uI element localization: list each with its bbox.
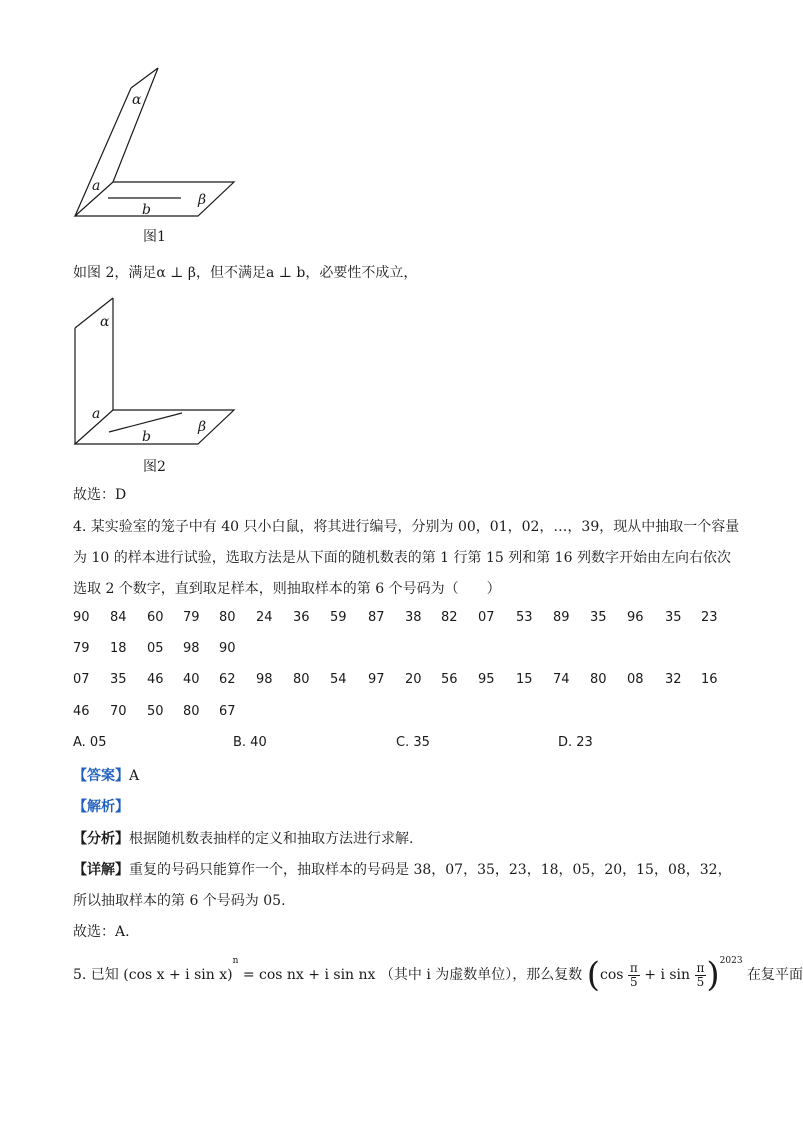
q5-exp-n: n bbox=[232, 956, 239, 967]
table-cell: 54 bbox=[330, 672, 347, 687]
table-cell: 50 bbox=[147, 704, 164, 719]
table-cell: 35 bbox=[665, 610, 682, 625]
table-cell: 60 bbox=[147, 610, 164, 625]
table-cell: 80 bbox=[293, 672, 310, 687]
table-cell: 90 bbox=[219, 641, 236, 656]
table-cell: 08 bbox=[627, 672, 644, 687]
table-cell: 23 bbox=[701, 610, 718, 625]
b-label: b bbox=[142, 429, 151, 445]
q5-line bbox=[73, 955, 803, 995]
right-paren: ) bbox=[706, 955, 720, 995]
random-table-row-4 bbox=[73, 704, 733, 724]
detail-label: 【详解】 bbox=[73, 862, 129, 878]
figure-2-diagram bbox=[68, 296, 243, 450]
table-cell: 96 bbox=[627, 610, 644, 625]
answer-label: 【答案】 bbox=[73, 768, 129, 784]
q5-formula-right: = cos nx + i sin nx bbox=[242, 967, 376, 983]
isin-label: + i sin bbox=[644, 967, 691, 983]
table-cell: 98 bbox=[183, 641, 200, 656]
analysis-label: 【解析】 bbox=[73, 799, 129, 815]
answer-line bbox=[73, 765, 139, 785]
q5-prefix: 5. 已知 bbox=[73, 967, 119, 983]
option-a: A. 05 bbox=[73, 735, 107, 750]
table-cell: 84 bbox=[110, 610, 127, 625]
beta-label: β bbox=[198, 419, 207, 435]
random-table-row-1 bbox=[73, 610, 733, 630]
q5-exp-2023: 2023 bbox=[719, 956, 743, 967]
detail-line bbox=[73, 859, 732, 879]
beta-label: β bbox=[198, 192, 207, 208]
figure-2-caption: 图2 bbox=[143, 459, 166, 475]
figure-2 bbox=[68, 296, 243, 450]
table-cell: 80 bbox=[590, 672, 607, 687]
answer-value: A bbox=[129, 768, 140, 784]
table-cell: 89 bbox=[553, 610, 570, 625]
cos-label: cos bbox=[600, 967, 624, 983]
option-b: B. 40 bbox=[233, 735, 267, 750]
q4-line-1: 4. 某实验室的笼子中有 40 只小白鼠，将其进行编号，分别为 00，01，02，…，39，现从中抽取一个容量 bbox=[73, 519, 740, 535]
final-answer: 故选：A. bbox=[73, 924, 130, 940]
q5-suffix: 在复平面 bbox=[747, 967, 803, 983]
table-cell: 35 bbox=[590, 610, 607, 625]
random-table-row-2 bbox=[73, 641, 733, 661]
table-cell: 36 bbox=[293, 610, 310, 625]
fraction-pi-5-a: $\frac{\pi}{5}$ bbox=[629, 960, 638, 989]
option-c: C. 35 bbox=[396, 735, 430, 750]
table-cell: 07 bbox=[478, 610, 495, 625]
random-table-row-3 bbox=[73, 672, 733, 692]
table-cell: 05 bbox=[147, 641, 164, 656]
table-cell: 20 bbox=[405, 672, 422, 687]
table-cell: 35 bbox=[110, 672, 127, 687]
fenxi-line bbox=[73, 828, 413, 848]
table-cell: 46 bbox=[147, 672, 164, 687]
table-cell: 95 bbox=[478, 672, 495, 687]
table-cell: 07 bbox=[73, 672, 90, 687]
figure-1-caption: 图1 bbox=[143, 229, 166, 245]
table-cell: 80 bbox=[219, 610, 236, 625]
fenxi-label: 【分析】 bbox=[73, 831, 129, 847]
table-cell: 24 bbox=[256, 610, 273, 625]
alpha-label: α bbox=[100, 314, 110, 330]
table-cell: 80 bbox=[183, 704, 200, 719]
table-cell: 67 bbox=[219, 704, 236, 719]
fenxi-text: 根据随机数表抽样的定义和抽取方法进行求解. bbox=[129, 831, 414, 847]
table-cell: 97 bbox=[368, 672, 385, 687]
q5-formula-left: (cos x + i sin x) bbox=[123, 967, 233, 983]
table-cell: 40 bbox=[183, 672, 200, 687]
option-d: D. 23 bbox=[558, 735, 593, 750]
table-cell: 32 bbox=[665, 672, 682, 687]
table-cell: 87 bbox=[368, 610, 385, 625]
table-cell: 18 bbox=[110, 641, 127, 656]
figure-1 bbox=[68, 62, 243, 220]
analysis-line bbox=[73, 796, 129, 816]
answer-q3: 故选：D bbox=[73, 487, 127, 503]
table-cell: 56 bbox=[441, 672, 458, 687]
fraction-pi-5-b: $\frac{\pi}{5}$ bbox=[696, 960, 705, 989]
table-cell: 38 bbox=[405, 610, 422, 625]
table-cell: 79 bbox=[183, 610, 200, 625]
table-cell: 62 bbox=[219, 672, 236, 687]
a-label: a bbox=[92, 406, 101, 422]
table-cell: 15 bbox=[516, 672, 533, 687]
q5-note: （其中 i 为虚数单位），那么复数 bbox=[379, 967, 583, 983]
table-cell: 53 bbox=[516, 610, 533, 625]
q4-line-2: 为 10 的样本进行试验，选取方法是从下面的随机数表的第 1 行第 15 列和第 16 列数字开始由左向右依次 bbox=[73, 550, 731, 566]
table-cell: 59 bbox=[330, 610, 347, 625]
table-cell: 46 bbox=[73, 704, 90, 719]
detail-text: 重复的号码只能算作一个，抽取样本的号码是 38，07，35，23，18，05，20，15，08，32， bbox=[129, 862, 732, 878]
q4-line-3: 选取 2 个数字，直到取足样本，则抽取样本的第 6 个号码为（ ） bbox=[73, 581, 501, 597]
alpha-label: α bbox=[132, 92, 142, 108]
table-cell: 82 bbox=[441, 610, 458, 625]
table-cell: 79 bbox=[73, 641, 90, 656]
table-cell: 74 bbox=[553, 672, 570, 687]
figure-1-diagram bbox=[68, 62, 243, 220]
table-cell: 90 bbox=[73, 610, 90, 625]
table-cell: 70 bbox=[110, 704, 127, 719]
conclusion-line: 所以抽取样本的第 6 个号码为 05. bbox=[73, 893, 286, 909]
table-cell: 98 bbox=[256, 672, 273, 687]
b-label: b bbox=[142, 202, 151, 218]
a-label: a bbox=[92, 178, 101, 194]
left-paren: ( bbox=[586, 955, 600, 995]
table-cell: 16 bbox=[701, 672, 718, 687]
fig2-intro-text: 如图 2，满足α ⊥ β，但不满足a ⊥ b，必要性不成立， bbox=[73, 265, 418, 281]
